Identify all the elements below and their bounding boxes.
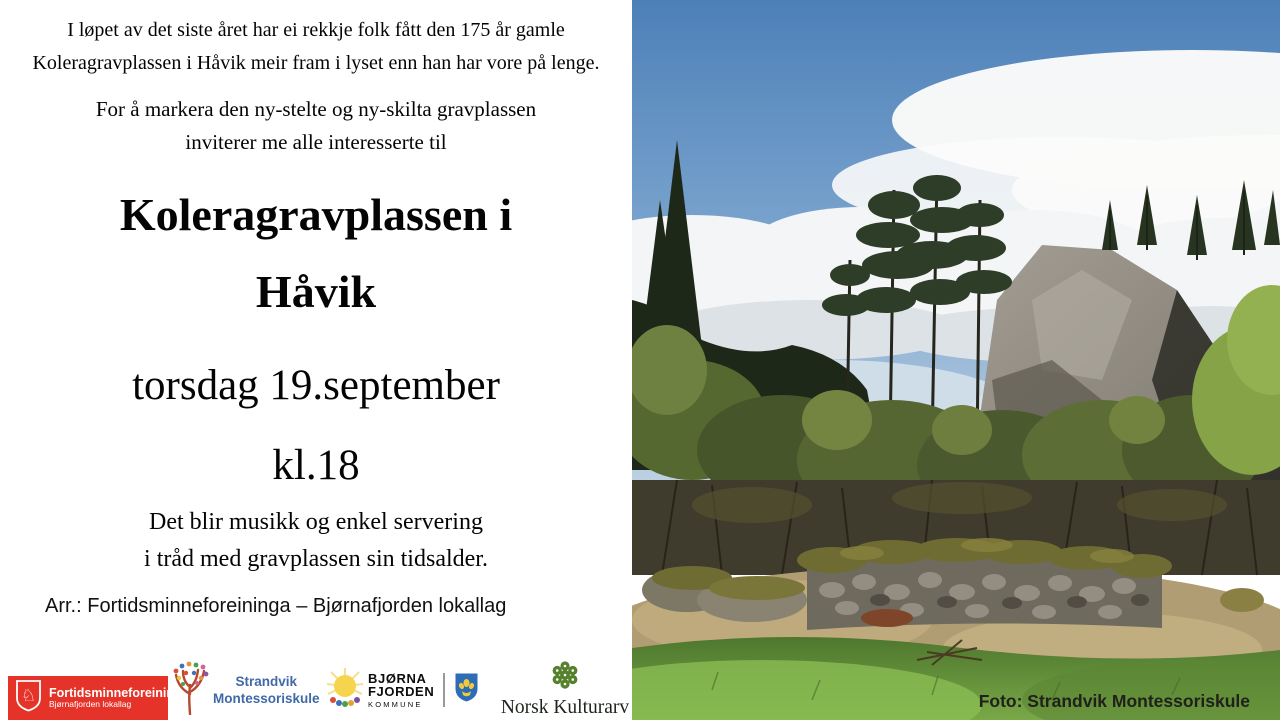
invite-line-1: For å markera den ny-stelte og ny-skilta gravplassen [95, 97, 537, 121]
kulturarv-name: Norsk Kulturarv [500, 697, 630, 718]
title-line-2: Håvik [255, 266, 377, 317]
strandvik-line-2: Montessoriskule [213, 690, 320, 706]
kommune-line-2: FJORDEN [368, 684, 435, 699]
fortidsminne-subtitle: Bjørnafjorden lokallag [49, 699, 132, 710]
organizer-line: Arr.: Fortidsminneforeininga – Bjørnafjorden lokallag [45, 595, 507, 617]
kommune-shield-icon [454, 672, 479, 708]
details-line-2: i tråd med gravplassen sin tidsalder. [144, 546, 488, 572]
intro-line-1: I løpet av det siste året har ei rekkje folk fått den 175 år gamle [67, 19, 565, 41]
logo-bjornafjorden-kommune [368, 672, 479, 709]
details-paragraph [0, 504, 632, 578]
kommune-line-3: KOMMUNE [368, 700, 423, 709]
colorful-tree-icon [171, 661, 209, 720]
landscape-photo [632, 0, 1280, 720]
details-line-1: Det blir musikk og enkel servering [149, 509, 483, 535]
kommune-line-1: BJØRNA [368, 671, 427, 686]
svg-text:♘: ♘ [20, 686, 37, 706]
sun-children-icon [324, 666, 366, 715]
invite-paragraph [0, 93, 632, 159]
text-panel [0, 0, 632, 720]
fortidsminne-name: Fortidsminneforeininga [49, 685, 189, 700]
photo-illustration [632, 0, 1280, 720]
logo-fortidsminneforeininga [8, 676, 189, 720]
intro-line-2: Koleragravplassen i Håvik meir fram i lyset enn han har vore på lenge. [32, 52, 600, 74]
title-line-1: Koleragravplassen i [119, 189, 513, 240]
strandvik-line-1: Strandvik [235, 673, 298, 689]
kommune-text [368, 672, 434, 709]
logo-norsk-kulturarv [496, 659, 634, 719]
datetime-line-2: kl.18 [272, 442, 360, 489]
datetime-line-1: torsdag 19.september [132, 362, 500, 409]
photo-caption: Foto: Strandvik Montessoriskule [978, 691, 1250, 711]
rosette-icon [549, 678, 581, 695]
invite-line-2: inviterer me alle interesserte til [185, 130, 447, 154]
event-datetime [0, 346, 632, 506]
fortidsminne-text [49, 686, 189, 710]
intro-paragraph [0, 14, 632, 80]
horse-crest-icon [15, 679, 42, 717]
event-title [0, 176, 632, 330]
divider [443, 673, 445, 707]
logo-strandvik-montessoriskule [171, 661, 366, 720]
strandvik-text [213, 674, 320, 708]
